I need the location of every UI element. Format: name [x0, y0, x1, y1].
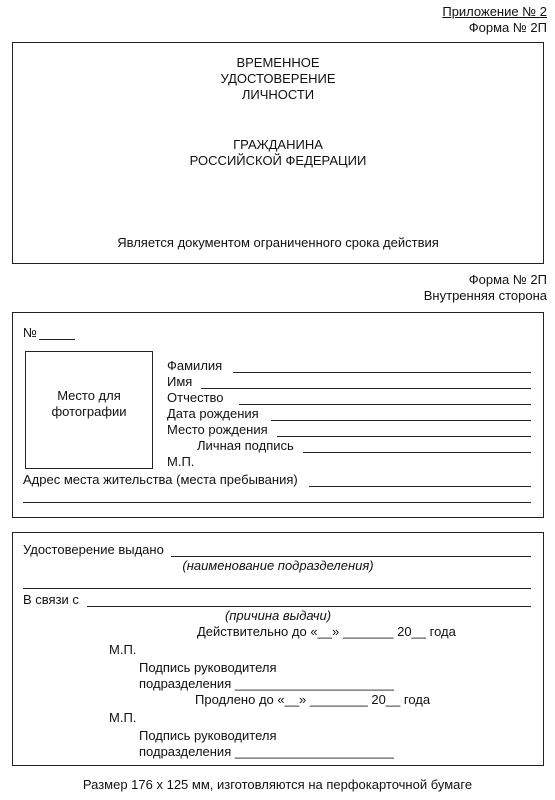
appendix-label: Приложение № 2 [442, 4, 547, 19]
size-note: Размер 176 х 125 мм, изготовляются на перфокарточной бумаге [82, 777, 473, 792]
subdivision-hint: (наименование подразделения) [182, 558, 374, 573]
inner-side-label: Внутренняя сторона [423, 288, 547, 303]
number-line [39, 339, 75, 340]
reason-label: В связи с [23, 592, 79, 607]
extended-until: Продлено до «__» ________ 20__ года [195, 692, 431, 707]
name-line [201, 388, 531, 389]
inner-box [12, 312, 544, 518]
head-signature-2: Подпись руководителя [139, 728, 277, 743]
cover-subtitle-line-2: РОССИЙСКОЙ ФЕДЕРАЦИИ [189, 153, 367, 168]
issued-line [171, 556, 531, 557]
patronymic-label: Отчество [167, 390, 224, 405]
reason-line [87, 606, 531, 607]
cover-title-line-2: УДОСТОВЕРЕНИЕ [220, 71, 336, 86]
address-label: Адрес места жительства (места пребывания) [23, 472, 298, 487]
inner-stamp-label: М.П. [167, 454, 195, 469]
form-label: Форма № 2П [468, 20, 547, 35]
head-signature-1: Подпись руководителя [139, 660, 277, 675]
cover-title-line-3: ЛИЧНОСТИ [241, 87, 315, 102]
signature-line [303, 452, 531, 453]
reason-hint: (причина выдачи) [224, 608, 332, 623]
stamp-2: М.П. [109, 710, 137, 725]
cover-footer-note: Является документом ограниченного срока действия [117, 235, 439, 250]
birth-place-label: Место рождения [167, 422, 268, 437]
cover-box [12, 42, 544, 264]
issued-label: Удостоверение выдано [23, 542, 164, 557]
birth-date-line [271, 420, 531, 421]
subdivision-signature-2: подразделения ______________________ [139, 744, 394, 759]
surname-line [233, 372, 531, 373]
cover-subtitle-line-1: ГРАЖДАНИНА [233, 137, 323, 152]
signature-label: Личная подпись [197, 438, 294, 453]
photo-label-line-1: Место для [57, 388, 121, 403]
issue-box [12, 532, 544, 766]
photo-label-line-2: фотографии [51, 404, 127, 419]
photo-placeholder [25, 351, 153, 469]
cover-title-line-1: ВРЕМЕННОЕ [236, 55, 320, 70]
inner-form-label: Форма № 2П [468, 272, 547, 287]
birth-date-label: Дата рождения [167, 406, 259, 421]
surname-label: Фамилия [167, 358, 223, 373]
address-line-2 [23, 502, 531, 503]
subdivision-signature-1: подразделения ______________________ [139, 676, 394, 691]
stamp-1: М.П. [109, 642, 137, 657]
valid-until: Действительно до «__» _______ 20__ года [197, 624, 456, 639]
name-label: Имя [167, 374, 193, 389]
patronymic-line [239, 404, 531, 405]
birth-place-line [277, 436, 531, 437]
number-label: № [23, 325, 37, 340]
address-line-1 [309, 486, 531, 487]
subdivision-line [23, 588, 531, 589]
